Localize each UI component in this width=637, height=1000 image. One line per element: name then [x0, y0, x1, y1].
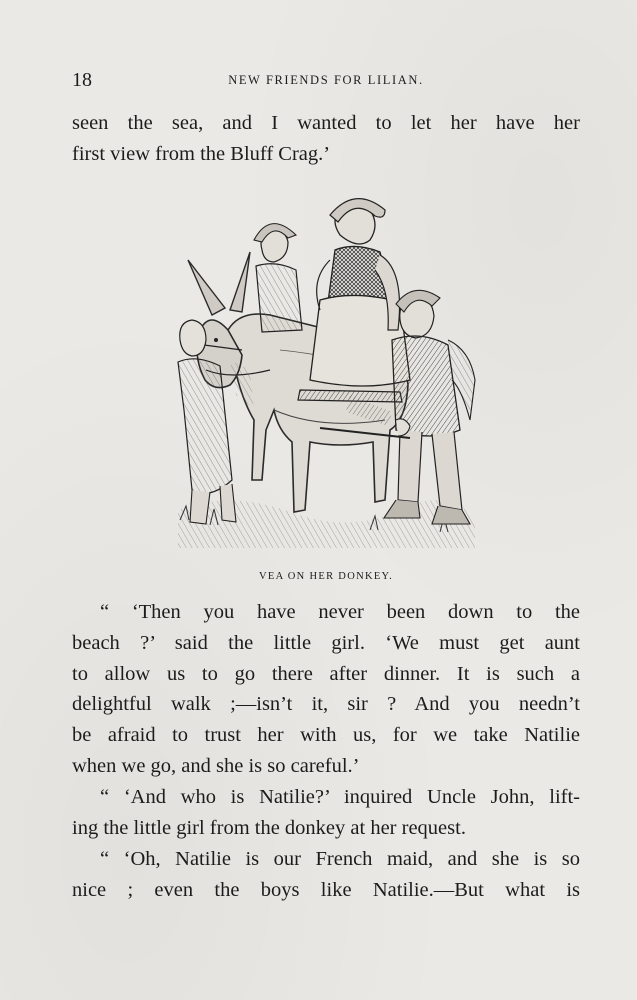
text-line: “ ‘Oh, Natilie is our French maid, and she is so — [100, 848, 580, 870]
intro-paragraph — [72, 108, 580, 170]
text-line: delightful walk ;—isn’t it, sir ? And you needn’t — [72, 693, 580, 716]
text-line: be afraid to trust her with us, for we take Natilie — [72, 724, 580, 747]
text-line: “ ‘Then you have never been down to the — [100, 601, 580, 623]
page-number: 18 — [72, 69, 92, 91]
text-line: nice ; even the boys like Natilie.—But what is — [72, 878, 580, 901]
running-title: NEW FRIENDS FOR LILIAN. — [228, 73, 424, 87]
text-line: first view from the Bluff Crag.’ — [72, 142, 331, 165]
text-line: ing the little girl from the donkey at her request. — [72, 816, 466, 839]
running-head — [72, 68, 580, 92]
text-line: “ ‘And who is Natilie?’ inquired Uncle John, lift- — [100, 786, 580, 808]
text-line: seen the sea, and I wanted to let her have her — [72, 112, 580, 134]
paragraph-3 — [72, 844, 580, 906]
illustration-caption: VEA ON HER DONKEY. — [258, 571, 394, 582]
text-line: when we go, and she is so careful.’ — [72, 754, 360, 777]
text-line: to allow us to go there after dinner. It is such a — [72, 662, 580, 685]
engraving-illustration — [170, 180, 482, 556]
paragraph-2 — [72, 782, 580, 844]
text-line: beach ?’ said the little girl. ‘We must get aunt — [72, 631, 580, 654]
paragraph-1 — [72, 597, 580, 782]
